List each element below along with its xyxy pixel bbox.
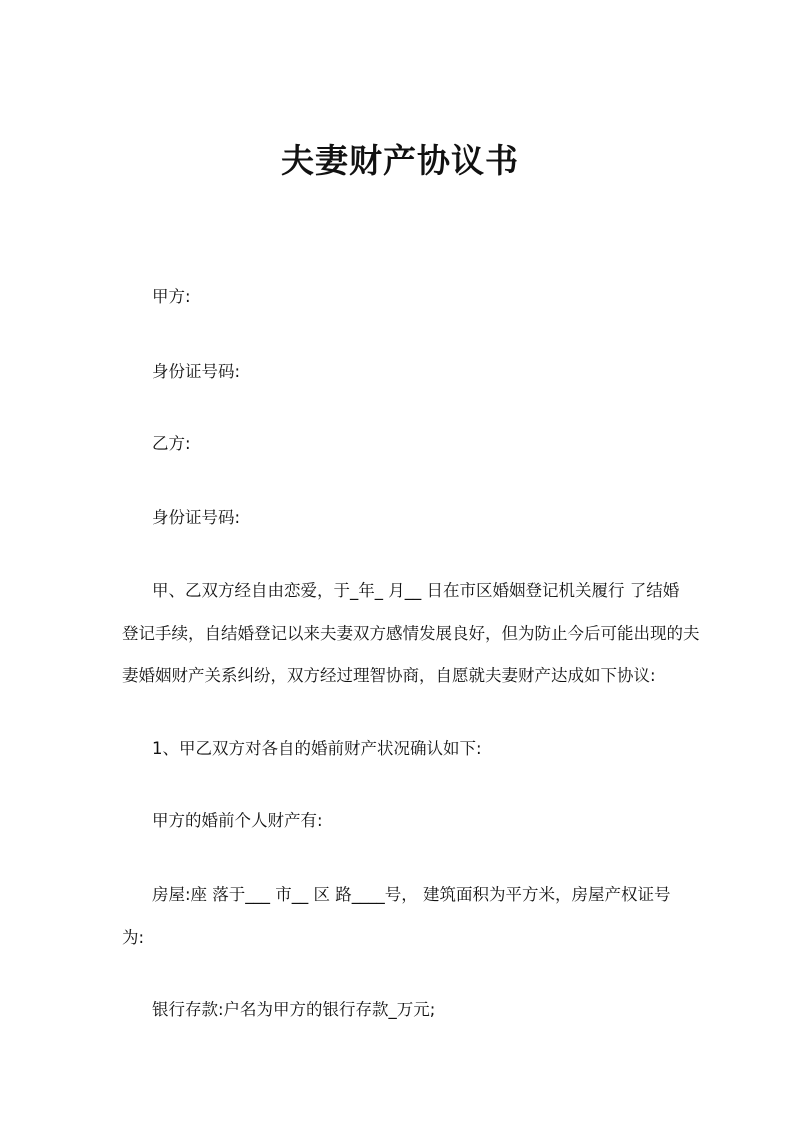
intro-paragraph-line-2: 登记手续，自结婚登记以来夫妻双方感情发展良好，但为防止今后可能出现的夫 — [122, 624, 700, 643]
house-line-1: 房屋:座 落于___ 市__ 区 路____号， 建筑面积为平方米，房屋产权证号 — [152, 885, 671, 904]
party-a-id-label: 身份证号码: — [152, 362, 241, 381]
party-b-label: 乙方: — [152, 434, 191, 453]
party-b-id-label: 身份证号码: — [152, 508, 241, 527]
intro-paragraph-line-3: 妻婚姻财产关系纠纷，双方经过理智协商，自愿就夫妻财产达成如下协议: — [122, 666, 656, 685]
page-title: 夫妻财产协议书 — [281, 141, 519, 180]
clause-1: 1、甲乙双方对各自的婚前财产状况确认如下: — [152, 739, 482, 758]
bank-deposit-line: 银行存款:户名为甲方的银行存款_万元; — [152, 1000, 436, 1019]
party-a-assets-heading: 甲方的婚前个人财产有: — [152, 811, 323, 830]
party-a-label: 甲方: — [152, 287, 191, 306]
intro-paragraph-line-1: 甲、乙双方经自由恋爱，于_年_ 月__ 日在市区婚姻登记机关履行 了结婚 — [152, 581, 680, 600]
house-line-2: 为: — [122, 928, 145, 947]
